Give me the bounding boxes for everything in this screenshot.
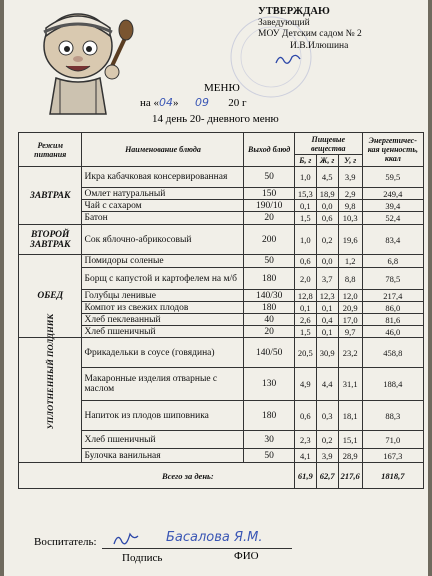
dish-yield: 40 bbox=[244, 314, 294, 326]
dish-b: 0,6 bbox=[294, 255, 316, 268]
approval-block bbox=[258, 6, 428, 52]
dish-u: 3,9 bbox=[338, 167, 362, 188]
dish-u: 10,3 bbox=[338, 212, 362, 225]
dish-zh: 0,1 bbox=[316, 326, 338, 338]
dish-u: 1,2 bbox=[338, 255, 362, 268]
date-month: 09 bbox=[195, 96, 210, 109]
table-row bbox=[19, 255, 424, 268]
dish-yield: 20 bbox=[244, 326, 294, 338]
dish-energy: 217,4 bbox=[362, 290, 423, 302]
table-row bbox=[19, 225, 424, 255]
educator-name-handwritten: Басалова Я.М. bbox=[166, 530, 263, 545]
dish-b: 1,5 bbox=[294, 326, 316, 338]
dish-energy: 167,3 bbox=[362, 449, 423, 463]
header-zh: Ж, г bbox=[316, 155, 338, 167]
header-yield: Выход блюд bbox=[244, 133, 294, 167]
dish-energy: 46,0 bbox=[362, 326, 423, 338]
dish-b: 2,0 bbox=[294, 268, 316, 290]
dish-zh: 3,7 bbox=[316, 268, 338, 290]
dish-yield: 180 bbox=[244, 302, 294, 314]
dish-u: 17,0 bbox=[338, 314, 362, 326]
dish-zh: 4,5 bbox=[316, 167, 338, 188]
dish-zh: 0,0 bbox=[316, 255, 338, 268]
dish-zh: 0,2 bbox=[316, 225, 338, 255]
dish-u: 19,6 bbox=[338, 225, 362, 255]
dish-u: 12,0 bbox=[338, 290, 362, 302]
dish-name: Помидоры соленые bbox=[82, 255, 244, 268]
dish-b: 0,1 bbox=[294, 302, 316, 314]
dish-energy: 249,4 bbox=[362, 188, 423, 200]
dish-yield: 130 bbox=[244, 368, 294, 401]
dish-zh: 0,1 bbox=[316, 302, 338, 314]
dish-yield: 180 bbox=[244, 268, 294, 290]
dish-yield: 50 bbox=[244, 167, 294, 188]
total-u: 217,6 bbox=[338, 463, 362, 489]
date-day: 04 bbox=[159, 96, 174, 109]
table-row bbox=[19, 167, 424, 188]
dish-zh: 0,2 bbox=[316, 431, 338, 449]
dish-u: 20,9 bbox=[338, 302, 362, 314]
header-u: У, г bbox=[338, 155, 362, 167]
total-b: 61,9 bbox=[294, 463, 316, 489]
dish-name: Сок яблочно-абрикосовый bbox=[82, 225, 244, 255]
dish-zh: 0,6 bbox=[316, 212, 338, 225]
sign-caption: Подпись bbox=[122, 552, 163, 564]
approve-org: МОУ Детским садом № 2 bbox=[258, 29, 362, 39]
header-dish: Наименование блюда bbox=[82, 133, 244, 167]
total-spacer bbox=[19, 463, 82, 489]
dish-name: Напиток из плодов шиповника bbox=[82, 401, 244, 431]
dish-b: 4,1 bbox=[294, 449, 316, 463]
menu-day-line: 14 день 20- дневного меню bbox=[152, 113, 279, 125]
meal-afternoon-snack-label: УПЛОТНЕННЫЙ ПОЛДНИК bbox=[45, 313, 56, 430]
dish-yield: 180 bbox=[244, 401, 294, 431]
dish-u: 8,8 bbox=[338, 268, 362, 290]
dish-zh: 3,9 bbox=[316, 449, 338, 463]
dish-u: 23,2 bbox=[338, 338, 362, 368]
dish-u: 18,1 bbox=[338, 401, 362, 431]
dish-zh: 12,3 bbox=[316, 290, 338, 302]
dish-yield: 30 bbox=[244, 431, 294, 449]
dish-b: 1,0 bbox=[294, 225, 316, 255]
name-caption: ФИО bbox=[234, 550, 259, 562]
dish-energy: 78,5 bbox=[362, 268, 423, 290]
header-energy: Энергетичес-кая ценность, ккал bbox=[362, 133, 423, 167]
dish-b: 20,5 bbox=[294, 338, 316, 368]
approve-name: И.В.Илюшина bbox=[290, 40, 349, 51]
dish-name: Макаронные изделия отварные с маслом bbox=[82, 368, 244, 401]
menu-date bbox=[140, 96, 247, 109]
dish-b: 2,6 bbox=[294, 314, 316, 326]
dish-energy: 81,6 bbox=[362, 314, 423, 326]
dish-name: Батон bbox=[82, 212, 244, 225]
dish-energy: 86,0 bbox=[362, 302, 423, 314]
date-mid: » bbox=[173, 97, 179, 109]
chef-boy-illustration bbox=[16, 6, 136, 116]
header-nutrients: Пищевые вещества bbox=[294, 133, 362, 155]
dish-yield: 50 bbox=[244, 255, 294, 268]
menu-sheet bbox=[4, 0, 428, 576]
dish-energy: 83,4 bbox=[362, 225, 423, 255]
dish-yield: 190/10 bbox=[244, 200, 294, 212]
dish-name: Омлет натуральный bbox=[82, 188, 244, 200]
signature-line bbox=[102, 548, 292, 549]
dish-yield: 200 bbox=[244, 225, 294, 255]
dish-energy: 52,4 bbox=[362, 212, 423, 225]
dish-b: 0,6 bbox=[294, 401, 316, 431]
total-zh: 62,7 bbox=[316, 463, 338, 489]
dish-u: 31,1 bbox=[338, 368, 362, 401]
dish-u: 9,8 bbox=[338, 200, 362, 212]
dish-b: 15,3 bbox=[294, 188, 316, 200]
meal-second-breakfast: ВТОРОЙ ЗАВТРАК bbox=[19, 225, 82, 255]
educator-signature bbox=[112, 530, 140, 548]
dish-name: Хлеб пшеничный bbox=[82, 326, 244, 338]
total-label: Всего за день: bbox=[82, 463, 294, 489]
date-year: 20 г bbox=[228, 97, 247, 109]
dish-yield: 20 bbox=[244, 212, 294, 225]
dish-name: Голубцы ленивые bbox=[82, 290, 244, 302]
dish-name: Борщ с капустой и картофелем на м/б bbox=[82, 268, 244, 290]
dish-zh: 0,4 bbox=[316, 314, 338, 326]
dish-u: 28,9 bbox=[338, 449, 362, 463]
meal-lunch: ОБЕД bbox=[19, 255, 82, 338]
approve-title: УТВЕРЖДАЮ bbox=[258, 6, 330, 17]
dish-energy: 458,8 bbox=[362, 338, 423, 368]
approve-position: Заведующий bbox=[258, 17, 310, 28]
dish-name: Чай с сахаром bbox=[82, 200, 244, 212]
dish-zh: 0,3 bbox=[316, 401, 338, 431]
dish-name: Хлеб пшеничный bbox=[82, 431, 244, 449]
dish-name: Фрикадельки в соусе (говядина) bbox=[82, 338, 244, 368]
educator-label: Воспитатель: bbox=[34, 536, 97, 548]
header-b: Б, г bbox=[294, 155, 316, 167]
header-meal: Режим питания bbox=[19, 133, 82, 167]
dish-u: 15,1 bbox=[338, 431, 362, 449]
dish-b: 1,5 bbox=[294, 212, 316, 225]
dish-b: 12,8 bbox=[294, 290, 316, 302]
dish-energy: 39,4 bbox=[362, 200, 423, 212]
total-row bbox=[19, 463, 424, 489]
dish-energy: 88,3 bbox=[362, 401, 423, 431]
dish-b: 4,9 bbox=[294, 368, 316, 401]
dish-b: 0,1 bbox=[294, 200, 316, 212]
dish-yield: 140/50 bbox=[244, 338, 294, 368]
dish-name: Хлеб пеклеванный bbox=[82, 314, 244, 326]
dish-energy: 188,4 bbox=[362, 368, 423, 401]
menu-table bbox=[18, 132, 424, 489]
dish-u: 9,7 bbox=[338, 326, 362, 338]
dish-zh: 4,4 bbox=[316, 368, 338, 401]
dish-name: Компот из свежих плодов bbox=[82, 302, 244, 314]
total-energy: 1818,7 bbox=[362, 463, 423, 489]
head-signature bbox=[274, 51, 302, 67]
dish-name: Булочка ванильная bbox=[82, 449, 244, 463]
dish-energy: 6,8 bbox=[362, 255, 423, 268]
dish-zh: 18,9 bbox=[316, 188, 338, 200]
dish-energy: 71,0 bbox=[362, 431, 423, 449]
dish-yield: 150 bbox=[244, 188, 294, 200]
date-prefix: на « bbox=[140, 97, 160, 109]
meal-afternoon-snack bbox=[19, 313, 82, 463]
dish-yield: 50 bbox=[244, 449, 294, 463]
dish-b: 2,3 bbox=[294, 431, 316, 449]
table-row bbox=[19, 338, 424, 368]
menu-title: МЕНЮ bbox=[204, 82, 240, 94]
dish-energy: 59,5 bbox=[362, 167, 423, 188]
dish-zh: 30,9 bbox=[316, 338, 338, 368]
dish-name: Икра кабачковая консервированная bbox=[82, 167, 244, 188]
meal-breakfast: ЗАВТРАК bbox=[19, 167, 82, 225]
dish-yield: 140/30 bbox=[244, 290, 294, 302]
dish-u: 2,9 bbox=[338, 188, 362, 200]
dish-b: 1,0 bbox=[294, 167, 316, 188]
dish-zh: 0,0 bbox=[316, 200, 338, 212]
